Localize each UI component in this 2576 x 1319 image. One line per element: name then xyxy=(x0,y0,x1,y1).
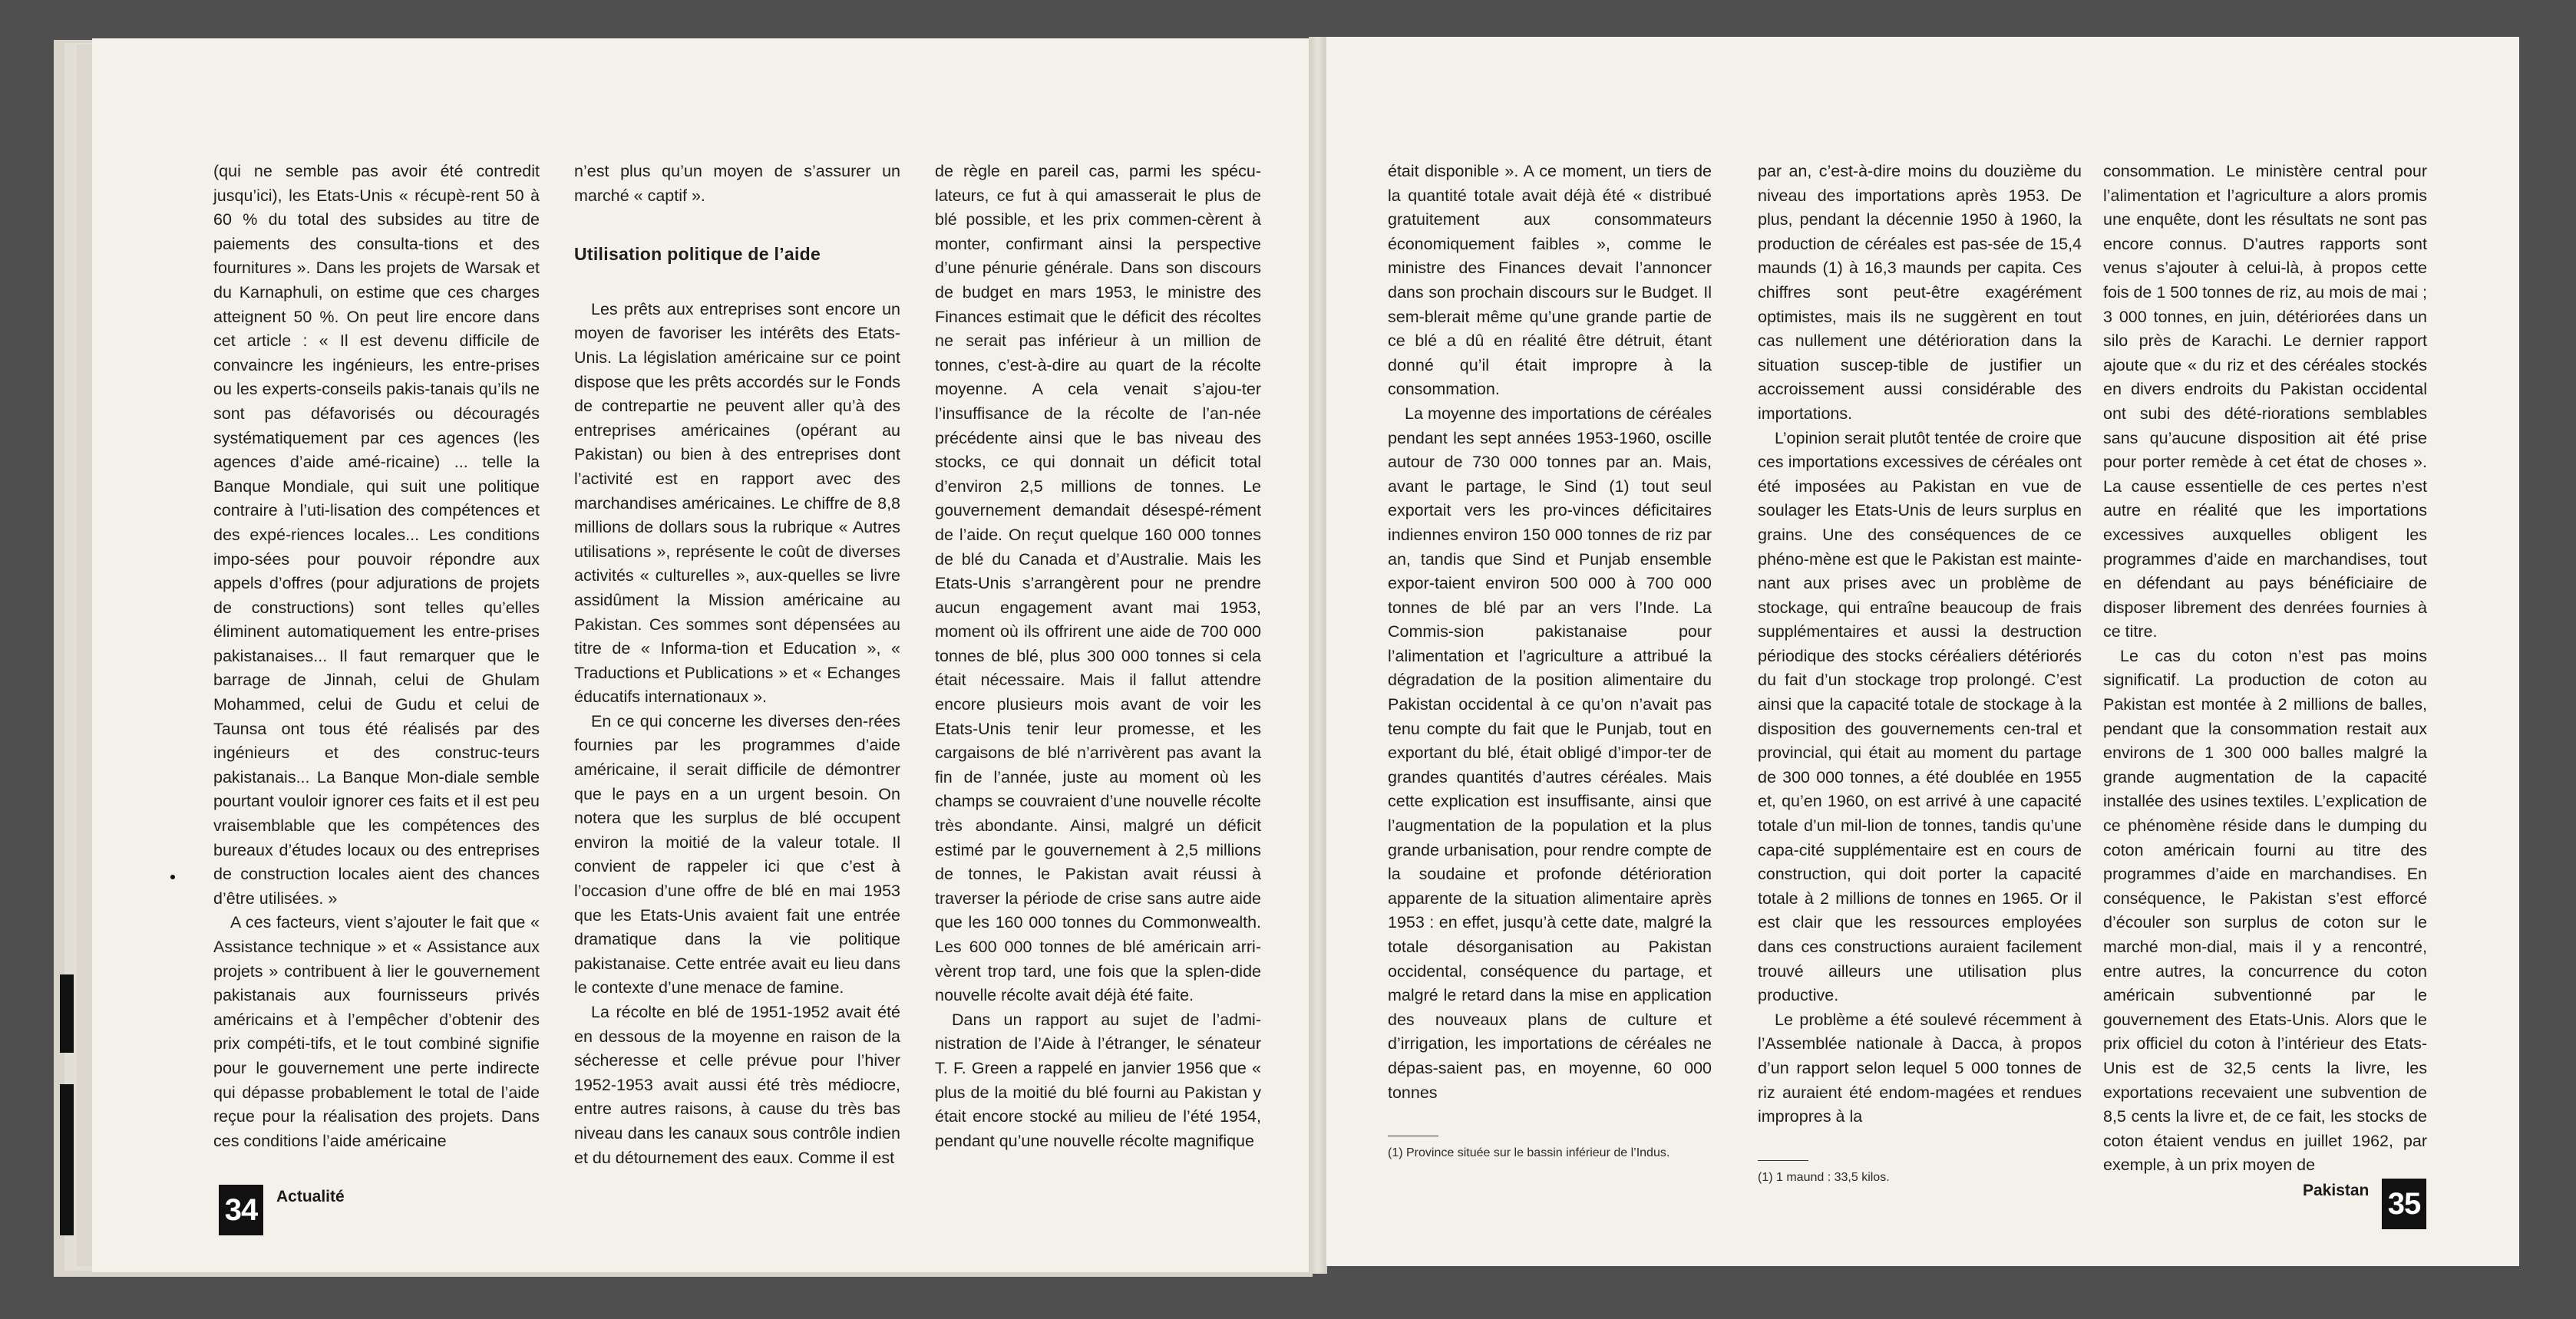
paragraph: L’opinion serait plutôt tentée de croire que ces importations excessives de céréales ont été imposées au Pakistan en vue de soulager les Etats-Unis de leurs surplus en grains. Une des conséquences de ce phéno-mène est que le Pakistan est mainte-nant aux prises avec un problème de stockage, qui entraîne beaucoup de frais supplémentaires et aussi la destruction périodique des stocks céréaliers détériorés du fait d’un stockage trop prolongé. C’est ainsi que la capacité totale de stockage à la disposition des gouvernements cen-tral et provincial, qui était au moment du partage de 300 000 tonnes, a été doublée en 1955 et, qu’en 1960, on est arrivé à une capacité totale d’un mil-lion de tonnes, tandis qu’une capa-cité supplémentaire est en cours de construction, qui doit porter la capacité totale à 2 millions de tonnes en 1965. Or il est clair que les ressources employées dans ces constructions auraient facilement trouvé ailleurs une utilisation plus productive. xyxy=(1758,428,2082,1005)
left-column-2 xyxy=(574,160,900,1170)
page-number: 35 xyxy=(2382,1179,2426,1229)
left-column-3 xyxy=(935,160,1261,1153)
paragraph: par an, c’est-à-dire moins du douzième du niveau des importations après 1953. De plus, pendant la décennie 1950 à 1960, la production de céréales est pas-sée de 15,4 maunds (1) à 16,3 maunds per capita. Ces chiffres sont peut-être exagérément optimistes, mais ils ne suggèrent en tout cas nullement une détérioration dans la situation suscep-tible de justifier un accroissement aussi considérable des importations. xyxy=(1758,162,2082,423)
paragraph: A ces facteurs, vient s’ajouter le fait que « Assistance technique » et « Assistance aux projets » contribuent à lier le gouvernement pakistanais aux fournisseurs privés américains et à l’empêcher d’obtenir des prix compéti-tifs, et le tout combiné signifie pour le gouvernement une perte indirecte qui dépasse probablement le total de l’aide reçue pour la réalisation des projets. Dans ces conditions l’aide américaine xyxy=(213,913,540,1150)
paragraph: La moyenne des importations de céréales pendant les sept années 1953-1960, oscille autour de 730 000 tonnes par an. Mais, avant le partage, le Sind (1) tout seul exportait vers les pro-vinces déficitaires indiennes environ 150 000 tonnes de riz par an, tandis que Sind et Punjab ensemble expor-taient environ 500 000 à 700 000 tonnes de blé par an vers l’Inde. La Commis-sion pakistanaise pour l’alimentation et l’agriculture a attribué la dégradation de la position alimentaire du Pakistan occidental à ce qu’on n’avait pas tenu compte du fait que le Punjab, tout en exportant du blé, était obligé d’impor-ter de grandes quantités d’autres céréales. Mais cette explication est insuffisante, ainsi que l’augmentation de la population et la plus grande urbanisation, pour rendre compte de la soudaine et profonde détérioration apparente de la situation alimentaire après 1953 : en effet, jusqu’à cette date, malgré la totale désorganisation au Pakistan occidental, conséquence du partage, et malgré le retard dans la mise en application des nouveaux plans de culture et d’irrigation, les importations de céréales ne dépas-saient pas, en moyenne, 60 000 tonnes xyxy=(1388,404,1712,1102)
paragraph: de règle en pareil cas, parmi les spécu-lateurs, ce fut à qui amasserait le plus de blé possible, et les prix commen-cèrent à monter, confirmant ainsi la perspective d’une pénurie générale. Dans son discours de budget en mars 1953, le ministre des Finances estimait que le déficit des récoltes ne serait pas inférieur à un million de tonnes, c’est-à-dire au quart de la récolte moyenne. A cela venait s’ajou-ter l’insuffisance de la récolte de l’an-née précédente ainsi que le bas niveau des stocks, ce qui donnait un déficit total d’environ 2,5 millions de tonnes. Le gouvernement demandait désespé-rément de l’aide. On reçut quelque 160 000 tonnes de blé du Canada et d’Australie. Mais les Etats-Unis s’arrangèrent pour ne prendre aucun engagement avant mai 1953, moment où ils offrirent une aide de 700 000 tonnes de blé, plus 300 000 tonnes si cela était nécessaire. Mais il fallut attendre encore plusieurs mois avant de voir les Etats-Unis tenir leur promesse, et les cargaisons de blé n’arrivèrent pas avant la fin de l’année, juste au moment où les champs se couvraient d’une nouvelle récolte très abondante. Ainsi, malgré un déficit estimé par le gouvernement à 2,5 millions de tonnes, le Pakistan avait réussi à traverser la période de crise sans autre aide que les 160 000 tonnes du Commonwealth. Les 600 000 tonnes de blé américain arri-vèrent trop tard, une fois que la splen-dide nouvelle récolte avait déjà été faite. xyxy=(935,162,1261,1005)
running-head: Pakistan xyxy=(2303,1182,2370,1199)
paragraph: consommation. Le ministère central pour l’alimentation et l’agriculture a alors promis une enquête, dont les résultats ne sont pas encore connus. D’autres rapports sont venus s’ajouter à celui-là, à propos cette fois de 1 500 tonnes de riz, au mois de mai ; 3 000 tonnes, en juin, détériorées dans un silo près de Karachi. Le dernier rapport ajoute que « du riz et des céréales stockés en divers endroits du Pakistan occidental ont subi des dété-riorations semblables sans qu’aucune disposition ait été prise pour porter remède à cet état de choses ». La cause essentielle de ces pertes n’est autre en réalité que les importations excessives auxquelles obligent les programmes d’aide en marchandises, tout en défendant au pays bénéficiaire de disposer librement des denrées fournies à ce titre. xyxy=(2103,162,2427,641)
footnote: (1) 1 maund : 33,5 kilos. xyxy=(1758,1170,1890,1184)
thumb-index-marks xyxy=(60,974,74,1235)
paragraph: n’est plus qu’un moyen de s’assurer un marché « captif ». xyxy=(574,162,900,205)
footnote-rule xyxy=(1758,1160,1808,1161)
paragraph: était disponible ». A ce moment, un tiers de la quantité totale avait déjà été « distribué gratuitement aux consommateurs économiquement faibles », comme le ministre des Finances devait l’annoncer dans son prochain discours sur le Budget. Il sem-blerait même qu’une grande partie de ce blé a dû en réalité être détruit, étant donné qu’il était impropre à la consommation. xyxy=(1388,162,1712,399)
right-column-2 xyxy=(1758,160,2082,1185)
page-number: 34 xyxy=(219,1185,263,1235)
paragraph: Le problème a été soulevé récemment à l’Assemblée nationale à Dacca, à propos d’un rapport selon lequel 5 000 tonnes de riz auraient été endom-magées et rendues impropres à la xyxy=(1758,1010,2082,1126)
right-column-3 xyxy=(2103,160,2427,1178)
running-head: Actualité xyxy=(276,1188,345,1205)
paragraph: Le cas du coton n’est pas moins significatif. La production de coton au Pakistan est montée à 2 millions de balles, pendant que la consommation restait aux environs de 1 300 000 balles malgré la grande augmentation de la capacité installée des usines textiles. L’explication de ce phénomène réside dans le dumping du coton américain fourni au titre des programmes d’aide en marchandises. En conséquence, le Pakistan s’est efforcé d’écouler son surplus de coton sur le marché mon-dial, mais il y a rencontré, entre autres, la concurrence du coton américain subventionné par le gouvernement des Etats-Unis. Alors que le prix officiel du coton à l’intérieur des Etats-Unis est de 32,5 cents la livre, les exportations recevaient une subvention de 8,5 cents la livre et, de ce fait, les stocks de coton étaient vendus en juillet 1962, par exemple, à un prix moyen de xyxy=(2103,646,2427,1175)
paragraph: En ce qui concerne les diverses den-rées fournies par les programmes d’aide américaine, il serait difficile de démontrer que le pays en a un urgent besoin. On notera que les surplus de blé occupent environ la moitié de la valeur totale. Il convient de rappeler ici que c’est à l’occasion d’une offre de blé en mai 1953 que les Etats-Unis avaient fait une entrée dramatique dans la vie politique pakistanaise. Cette entrée avait eu lieu dans le contexte d’une menace de famine. xyxy=(574,711,900,997)
footnote: (1) Province située sur le bassin inférieur de l’Indus. xyxy=(1388,1146,1670,1160)
section-heading: Utilisation politique de l’aide xyxy=(574,244,821,265)
paragraph: La récolte en blé de 1951-1952 avait été en dessous de la moyenne en raison de la sécheresse et celle prévue pour l’hiver 1952-1953 avait aussi été très médiocre, entre autres raisons, à cause du très bas niveau dans les canaux sous contrôle indien et du détournement des eaux. Comme il est xyxy=(574,1003,900,1167)
left-column-1 xyxy=(213,160,540,1153)
paragraph: (qui ne semble pas avoir été contredit jusqu’ici), les Etats-Unis « récupè-rent 50 à 60 % du total des subsides au titre de paiements des consulta-tions et des fournitures ». Dans les projets de Warsak et du Karnaphuli, on estime que ces charges atteignent 50 %. On peut lire encore dans cet article : « Il est devenu difficile de convaincre les ingénieurs, les entre-prises ou les experts-conseils pakis-tanais qu’ils ne sont pas défavorisés ou découragés systématiquement par ces agences (les agences d’aide amé-ricaine) ... telle la Banque Mondiale, qui suit une politique contraire à l’uti-lisation des compétences et des expé-riences locales... Les conditions impo-sées pour pouvoir répondre aux appels d’offres (pour adjurations de projets de constructions) sont telles qu’elles éliminent automatiquement les entre-prises pakistanaises... Il faut remarquer que le barrage de Jinnah, celui de Ghulam Mohammed, celui de Gudu et celui de Taunsa ont tous été réalisés par des ingénieurs et des construc-teurs pakistanais... La Banque Mon-diale semble pourtant vouloir ignorer ces faits et il est peu vraisemblable que les compétences des bureaux d’études locaux ou des entreprises de construction locales aient des chances d’être utilisées. » xyxy=(213,162,540,908)
paragraph: Les prêts aux entreprises sont encore un moyen de favoriser les intérêts des Etats-Unis. La législation américaine sur ce point dispose que les prêts accordés sur le Fonds de contrepartie ne peuvent aller qu’à des entreprises américaines (opérant au Pakistan) ou bien à des entreprises dont l’activité est en rapport avec des marchandises américaines. Le chiffre de 8,8 millions de dollars sous la rubrique « Autres utilisations », représente le coût de diverses activités « culturelles », aux-quelles se livre assidûment la Mission américaine au Pakistan. Ces sommes sont dépensées au titre de « Informa-tion et Education », « Traductions et Publications » et « Echanges éducatifs internationaux ». xyxy=(574,299,900,707)
right-column-1 xyxy=(1388,160,1712,1161)
paragraph: Dans un rapport au sujet de l’admi-nistration de l’Aide à l’étranger, le sénateur T. F. Green a rappelé en janvier 1956 que « plus de la moitié du blé fourni au Pakistan y était encore stocké au milieu de l’été 1954, pendant qu’une nouvelle récolte magnifique xyxy=(935,1010,1261,1150)
margin-dot xyxy=(170,875,175,879)
